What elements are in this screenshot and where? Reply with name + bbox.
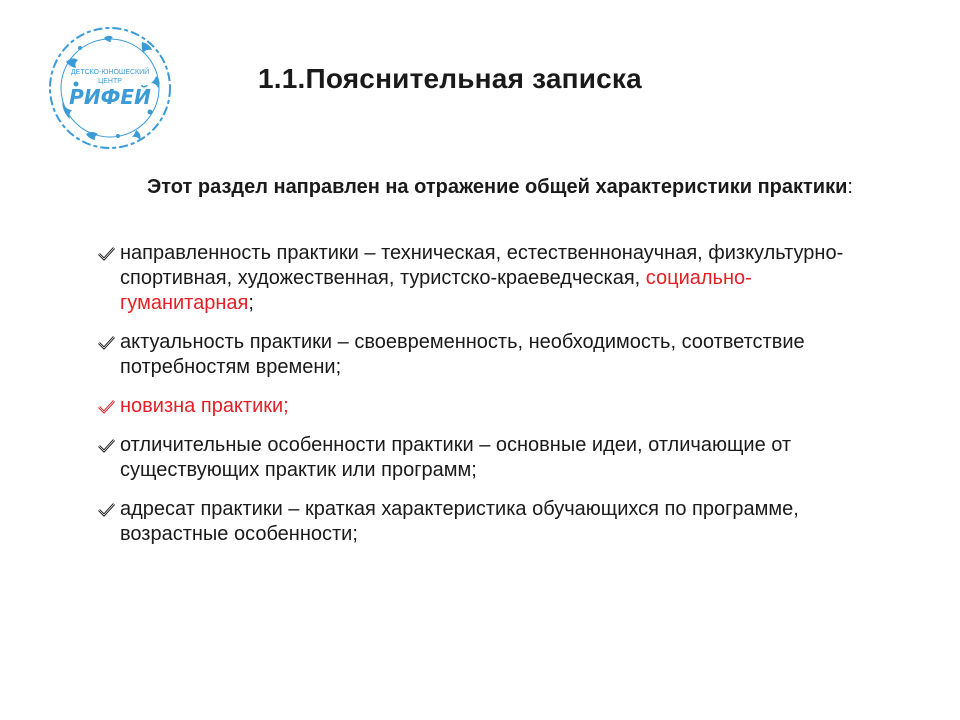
arrow-checkmark-icon <box>98 433 120 458</box>
list-item <box>98 394 878 419</box>
arrow-checkmark-icon <box>98 497 120 522</box>
bullet-text-part: направленность практики – техническая, естественнонаучная, физкультурно-спортивная, художественная, туристско-краеведческая, <box>120 242 844 289</box>
arrow-checkmark-icon <box>98 394 120 419</box>
logo-caption-line1: ДЕТСКО-ЮНОШЕСКИЙ <box>70 69 150 76</box>
bullet-list <box>98 241 878 561</box>
logo-caption-line2: ЦЕНТР <box>98 78 122 85</box>
bullet-text <box>120 241 878 316</box>
intro-text <box>120 175 880 200</box>
bullet-text: адресат практики – краткая характеристика обучающихся по программе, возрастные особенности; <box>120 498 799 545</box>
rifey-logo <box>46 24 174 152</box>
arrow-checkmark-icon <box>98 330 120 355</box>
bullet-text-part: ; <box>248 292 254 314</box>
bullet-highlight: социально-гуманитарная <box>120 267 752 314</box>
bullet-text: отличительные особенности практики – основные идеи, отличающие от существующих практик или программ; <box>120 434 792 481</box>
list-item <box>98 241 878 316</box>
slide-title: 1.1.Пояснительная записка <box>258 63 642 94</box>
bullet-text: новизна практики; <box>120 395 289 417</box>
list-item <box>98 330 878 380</box>
list-item <box>98 497 878 547</box>
logo-brand: РИФЕЙ <box>69 85 151 109</box>
arrow-checkmark-icon <box>98 241 120 266</box>
list-item <box>98 433 878 483</box>
bullet-text: актуальность практики – своевременность, необходимость, соответствие потребностям времени; <box>120 331 805 378</box>
intro-text-main: Этот раздел направлен на отражение общей характеристики практики <box>147 176 848 198</box>
intro-colon: : <box>847 176 853 198</box>
